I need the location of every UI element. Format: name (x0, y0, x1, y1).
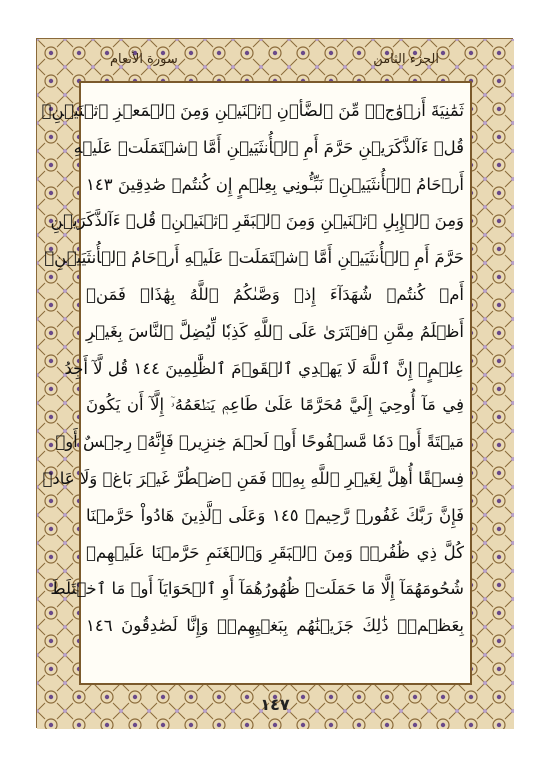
text-line: شُحُومَهُمَآ إِلَّا مَا حَمَلَتۡ ظُهُورُهُمَآ أَوِ ٱلۡحَوَايَآ أَوۡ مَا ٱخۡتَلَطَ (50, 579, 464, 599)
text-line: أَرۡحَامُ ٱلۡأُنثَيَيۡنِۖ نَبِّـُٔونِي بِعِلۡمٍ إِن كُنتُمۡ صَٰدِقِينَ ١٤٣ (86, 174, 464, 194)
quran-text (41, 93, 464, 645)
page-number: ١٤٧ (260, 695, 290, 714)
text-line: قُلۡ ءَآلذَّكَرَيۡنِ حَرَّمَ أَمِ ٱلۡأُنثَيَيۡنِ أَمَّا ٱشۡتَمَلَتۡ عَلَيۡهِ (73, 137, 464, 157)
text-line: حَرَّمَ أَمِ ٱلۡأُنثَيَيۡنِ أَمَّا ٱشۡتَمَلَتۡ عَلَيۡهِ أَرۡحَامُ ٱلۡأُنثَيَيۡنِۖ (44, 248, 464, 268)
text-line: أَظۡلَمُ مِمَّنِ ٱفۡتَرَىٰ عَلَى ٱللَّهِ كَذِبٗا لِّيُضِلَّ ٱلنَّاسَ بِغَيۡرِ (86, 321, 464, 341)
text-line: أَمۡ كُنتُمۡ شُهَدَآءَ إِذۡ وَصَّىٰكُمُ ٱللَّهُ بِهَٰذَاۚ فَمَنۡ (86, 284, 464, 304)
juz-name: الجزء الثامن (373, 52, 439, 67)
text-line: بِعَظۡمٖۚ ذَٰلِكَ جَزَيۡنَٰهُم بِبَغۡيِهِمۡۖ وَإِنَّا لَصَٰدِقُونَ ١٤٦ (86, 616, 464, 636)
text-line: كُلَّ ذِي ظُفُرٖۖ وَمِنَ ٱلۡبَقَرِ وَٱلۡغَنَمِ حَرَّمۡنَا عَلَيۡهِمۡ (86, 542, 464, 562)
text-line: فِي مَآ أُوحِيَ إِلَيَّ مُحَرَّمًا عَلَىٰ طَاعِمٖ يَطۡعَمُهُۥٓ إِلَّآ أَن يَكُونَ (86, 395, 464, 415)
text-line: عِلۡمٍۚ إِنَّ ٱللَّهَ لَا يَهۡدِي ٱلۡقَوۡمَ ٱلظَّٰلِمِينَ ١٤٤ قُل لَّآ أَجِدُ (64, 358, 464, 378)
text-line: ثَمَٰنِيَةَ أَزۡوَٰجٖۖ مِّنَ ٱلضَّأۡنِ ٱثۡنَيۡنِ وَمِنَ ٱلۡمَعۡزِ ٱثۡنَيۡنِۗ (41, 101, 464, 120)
surah-name: سورة الأنعام (110, 52, 178, 67)
text-line: فِسۡقًا أُهِلَّ لِغَيۡرِ ٱللَّهِ بِهِۦۚ فَمَنِ ٱضۡطُرَّ غَيۡرَ بَاغٖ وَلَا عَادٖ (42, 468, 464, 488)
text-line: وَمِنَ ٱلۡإِبِلِ ٱثۡنَيۡنِ وَمِنَ ٱلۡبَقَرِ ٱثۡنَيۡنِۗ قُلۡ ءَآلذَّكَرَيۡنِ (50, 211, 464, 231)
text-line: مَيۡتَةً أَوۡ دَمٗا مَّسۡفُوحًا أَوۡ لَحۡمَ خِنزِيرٖ فَإِنَّهُۥ رِجۡسٌ أَوۡ (55, 432, 464, 452)
text-line: فَإِنَّ رَبَّكَ غَفُورٞ رَّحِيمٞ ١٤٥ وَعَلَى ٱلَّذِينَ هَادُواْ حَرَّمۡنَا (86, 505, 464, 525)
page-header (80, 44, 469, 86)
